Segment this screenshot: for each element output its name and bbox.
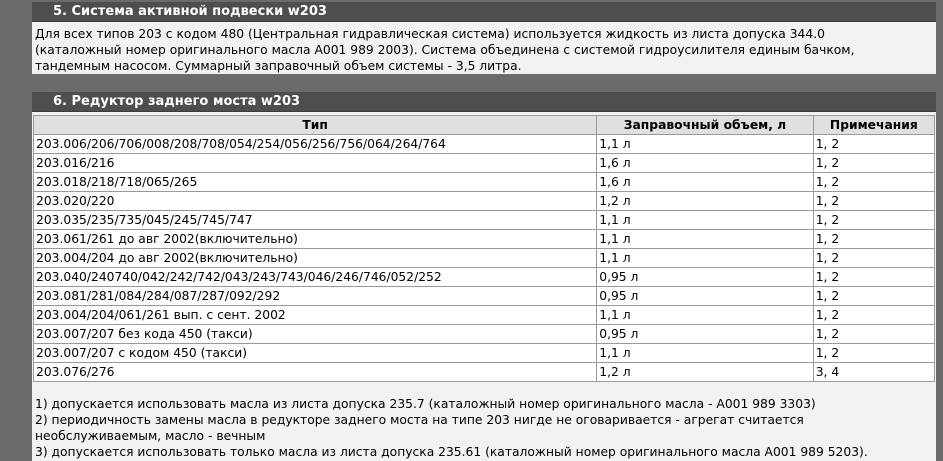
table-row	[34, 363, 935, 382]
cell-type: 203.081/281/084/284/087/287/092/292	[34, 287, 597, 306]
section-active-suspension	[32, 2, 936, 74]
section-rear-axle	[32, 92, 936, 461]
text-line: Для всех типов 203 с кодом 480 (Центральная гидравлическая система) используется жидкость из листа допуска 344.0	[35, 27, 825, 41]
table-row	[34, 268, 935, 287]
cell-notes: 1, 2	[813, 325, 934, 344]
cell-volume: 0,95 л	[597, 325, 813, 344]
table-row	[34, 154, 935, 173]
cell-volume: 1,6 л	[597, 154, 813, 173]
table-row	[34, 173, 935, 192]
table-row	[34, 325, 935, 344]
table-row	[34, 287, 935, 306]
footnote: необслуживаемым, масло - вечным	[35, 429, 266, 443]
footnote: 2) периодичность замены масла в редукторе заднего моста на типе 203 нигде не оговаривается - агрегат считается	[35, 413, 804, 427]
cell-type: 203.016/216	[34, 154, 597, 173]
cell-type: 203.076/276	[34, 363, 597, 382]
section-text	[32, 22, 936, 74]
cell-notes: 1, 2	[813, 211, 934, 230]
table-row	[34, 135, 935, 154]
cell-volume: 1,1 л	[597, 306, 813, 325]
cell-volume: 1,1 л	[597, 344, 813, 363]
footnote: 1) допускается использовать масла из листа допуска 235.7 (каталожный номер оригинального масла - A001 989 3303)	[35, 397, 816, 411]
column-header-volume: Заправочный объем, л	[597, 116, 813, 135]
cell-notes: 1, 2	[813, 306, 934, 325]
column-header-notes: Примечания	[813, 116, 934, 135]
table-row	[34, 344, 935, 363]
cell-volume: 1,6 л	[597, 173, 813, 192]
cell-volume: 1,2 л	[597, 363, 813, 382]
cell-type: 203.006/206/706/008/208/708/054/254/056/256/756/064/264/764	[34, 135, 597, 154]
cell-notes: 1, 2	[813, 230, 934, 249]
table-row	[34, 211, 935, 230]
footnote: 3) допускается использовать только масла из листа допуска 235.61 (каталожный номер оригинального масла A001 989 5203).	[35, 445, 868, 459]
table-row	[34, 306, 935, 325]
cell-type: 203.040/240740/042/242/742/043/243/743/046/246/746/052/252	[34, 268, 597, 287]
cell-type: 203.020/220	[34, 192, 597, 211]
cell-volume: 1,1 л	[597, 211, 813, 230]
cell-notes: 1, 2	[813, 344, 934, 363]
cell-notes: 1, 2	[813, 192, 934, 211]
cell-type: 203.007/207 с кодом 450 (такси)	[34, 344, 597, 363]
cell-type: 203.061/261 до авг 2002(включительно)	[34, 230, 597, 249]
cell-notes: 1, 2	[813, 287, 934, 306]
cell-type: 203.007/207 без кода 450 (такси)	[34, 325, 597, 344]
cell-notes: 1, 2	[813, 268, 934, 287]
cell-volume: 1,1 л	[597, 230, 813, 249]
refill-table	[33, 115, 935, 382]
cell-notes: 3, 4	[813, 363, 934, 382]
cell-notes: 1, 2	[813, 154, 934, 173]
cell-volume: 1,1 л	[597, 135, 813, 154]
cell-type: 203.004/204 до авг 2002(включительно)	[34, 249, 597, 268]
table-row	[34, 192, 935, 211]
cell-notes: 1, 2	[813, 249, 934, 268]
cell-type: 203.004/204/061/261 вып. с сент. 2002	[34, 306, 597, 325]
table-row	[34, 230, 935, 249]
cell-notes: 1, 2	[813, 173, 934, 192]
cell-volume: 1,1 л	[597, 249, 813, 268]
cell-type: 203.035/235/735/045/245/745/747	[34, 211, 597, 230]
column-header-type: Тип	[34, 116, 597, 135]
text-line: (каталожный номер оригинального масла A001 989 2003). Система объединена с системой гидроусилителя единым бачком,	[35, 43, 855, 57]
text-line: тандемным насосом. Суммарный заправочный объем системы - 3,5 литра.	[35, 59, 522, 73]
cell-volume: 1,2 л	[597, 192, 813, 211]
table-header-row	[34, 116, 935, 135]
cell-volume: 0,95 л	[597, 268, 813, 287]
table-row	[34, 249, 935, 268]
footnotes	[32, 382, 936, 460]
section-title: 5. Система активной подвески w203	[32, 2, 936, 22]
cell-volume: 0,95 л	[597, 287, 813, 306]
cell-type: 203.018/218/718/065/265	[34, 173, 597, 192]
section-title: 6. Редуктор заднего моста w203	[32, 92, 936, 112]
cell-notes: 1, 2	[813, 135, 934, 154]
